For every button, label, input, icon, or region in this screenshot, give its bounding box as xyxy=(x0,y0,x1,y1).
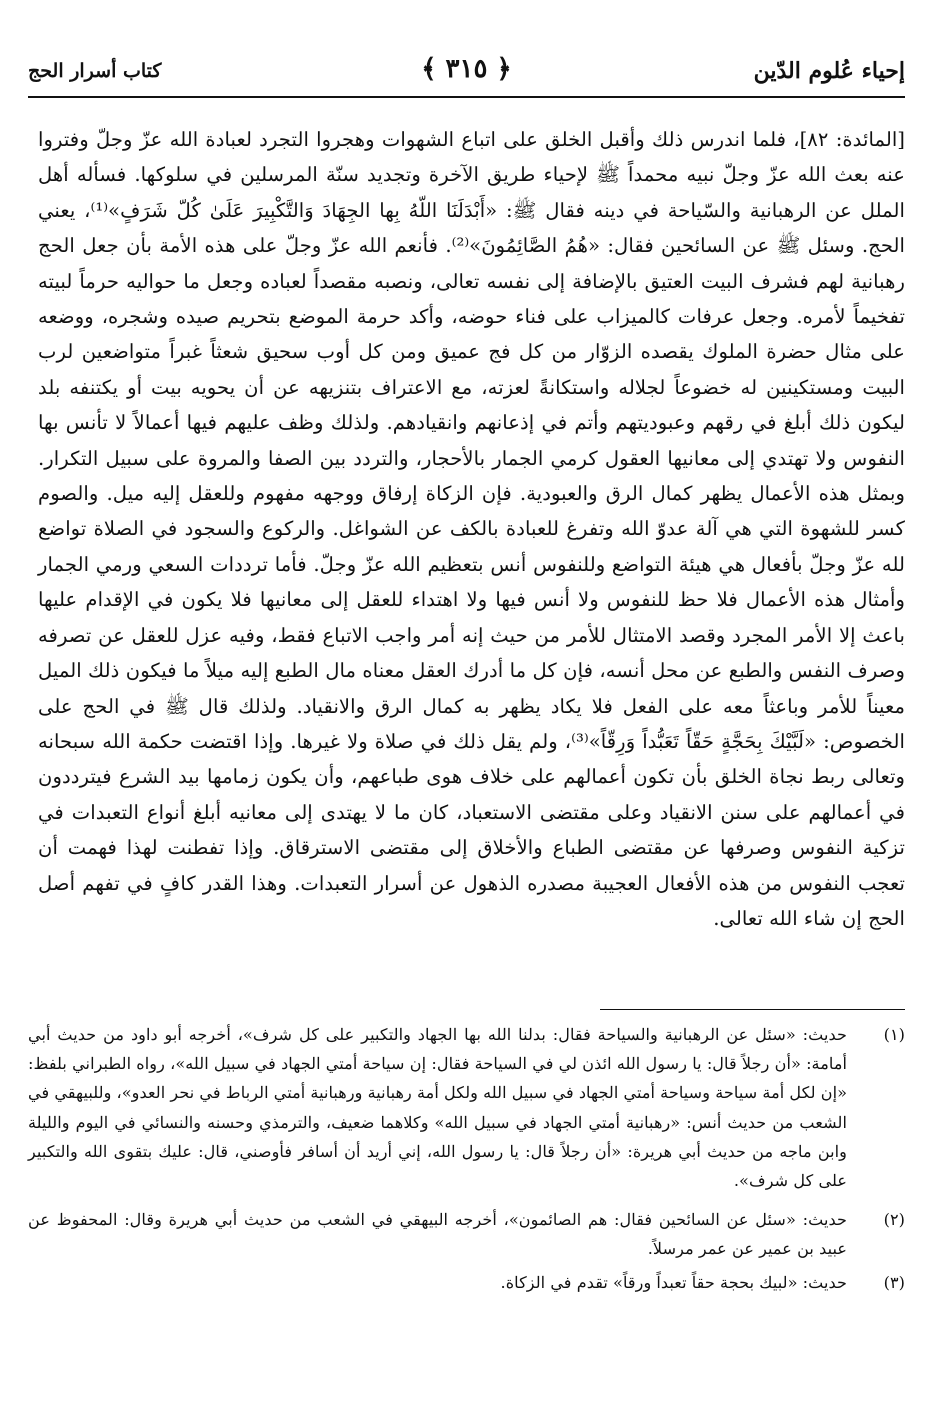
section-title: كتاب أسرار الحج xyxy=(28,60,162,82)
footnote-1 xyxy=(28,1020,905,1195)
main-text xyxy=(38,122,905,936)
footnote-number: (٣) xyxy=(883,1272,905,1292)
footnote-number: (١) xyxy=(883,1025,905,1044)
footnote-text: حديث: «سئل عن السائحين فقال: هم الصائمون»، أخرجه البيهقي في الشعب من حديث أبي هريرة وقال: المحفوظ عن عبيد بن عمير عن عمر مرسلاً. xyxy=(28,1210,847,1259)
book-title: إحياء عُلوم الدّين xyxy=(753,58,905,84)
header-divider xyxy=(28,96,905,98)
footnote-number: (٢) xyxy=(883,1210,905,1230)
footnote-2 xyxy=(28,1205,905,1263)
footnotes xyxy=(28,1020,905,1297)
footnote-text: حديث: «سئل عن الرهبانية والسياحة فقال: بدلنا الله بها الجهاد والتكبير على كل شرف»، أخرجه أبو داود من حديث أبي أمامة: «أن رجلاً قال: يا رسول الله ائذن لي في السياحة فقال: إن سياحة أمتي الجهاد في سبيل الله»، رواه الطبراني بلفظ: «إن لكل أمة سياحة وسياحة أمتي الجهاد في سبيل الله ولكل أمة رهبانية ورهبانية أمتي الرباط في نحر العدو»، وللبيهقي في الشعب من حديث أنس: «رهبانية أمتي الجهاد في سبيل الله» وكلاهما ضعيف، والترمذي وحسنه والنسائي في اليوم والليلة وابن ماجه من حديث أبي هريرة: «أن رجلاً قال: يا رسول الله، إني أريد أن أسافر فأوصني، قال: عليك بتقوى الله والتكبير على كل شرف». xyxy=(28,1025,847,1191)
page-number: ﴿ ٣١٥ ﴾ xyxy=(421,54,512,84)
main-paragraph: [المائدة: ٨٢]، فلما اندرس ذلك وأقبل الخلق على اتباع الشهوات وهجروا التجرد لعبادة الله عزّ وجلّ وفتروا عنه بعث الله عزّ وجلّ نبيه محمداً ﷺ لإحياء طريق الآخرة وتجديد سنّة المرسلين في سلوكها. فسأله أهل الملل عن الرهبانية والسّياحة في دينه فقال ﷺ: «أَبْدَلَنَا اللّهُ بِها الجِهَادَ وَالتَّكْبِيرَ عَلَىٰ كُلّ شَرَفٍ»⁽¹⁾، يعني الحج. وسئل ﷺ عن السائحين فقال: «هُمُ الصَّائِمُونَ»⁽²⁾. فأنعم الله عزّ وجلّ على هذه الأمة بأن جعل الحج رهبانية لهم فشرف البيت العتيق بالإضافة إلى نفسه تعالى، ونصبه مقصداً لعباده وجعل ما حواليه حرماً لبيته تفخيماً لأمره. وجعل عرفات كالميزاب على فناء حوضه، وأكد حرمة الموضع بتحريم صيده وشجره، ووضعه على مثال حضرة الملوك يقصده الزوّار من كل فج عميق ومن كل أوب سحيق شعثاً غبراً متواضعين لرب البيت ومستكينين له خضوعاً لجلاله واستكانةً لعزته، مع الاعتراف بتنزيهه عن أن يحويه بيت أو يكتنفه بلد ليكون ذلك أبلغ في رقهم وعبوديتهم وأتم في إذعانهم وانقيادهم. ولذلك وظف عليهم فيها أعمالاً لا تأنس بها النفوس ولا تهتدي إلى معانيها العقول كرمي الجمار بالأحجار، والتردد بين الصفا والمروة على سبيل التكرار. وبمثل هذه الأعمال يظهر كمال الرق والعبودية. فإن الزكاة إرفاق ووجهه مفهوم وللعقل إليه ميل. والصوم كسر للشهوة التي هي آلة عدوّ الله وتفرغ للعبادة بالكف عن الشواغل. والركوع والسجود في الصلاة تواضع لله عزّ وجلّ بأفعال هي هيئة التواضع وللنفوس أنس بتعظيم الله عزّ وجلّ. فأما ترددات السعي ورمي الجمار وأمثال هذه الأعمال فلا حظ للنفوس ولا أنس فيها ولا اهتداء للعقل إلى معانيها فلا يكون في الإقدام عليها باعث إلا الأمر المجرد وقصد الامتثال للأمر من حيث إنه أمر واجب الاتباع فقط، وفيه عزل للعقل عن تصرفه وصرف النفس والطبع عن محل أنسه، فإن كل ما أدرك العقل معناه مال الطبع إليه ميلاً ما فيكون ذلك الميل معيناً للأمر وباعثاً معه على الفعل فلا يكاد يظهر به كمال الرق والانقياد. ولذلك قال ﷺ في الحج على الخصوص: «لَبَّيْكَ بِحَجَّةٍ حَقّاً تَعَبُّداً وَرِقّاً»⁽³⁾، ولم يقل ذلك في صلاة ولا غيرها. وإذا اقتضت حكمة الله سبحانه وتعالى ربط نجاة الخلق بأن تكون أعمالهم على خلاف هوى طباعهم، وأن يكون زمامها بيد الشرع فيترددون في أعمالهم على سنن الانقياد وعلى مقتضى الاستعباد، كان ما لا يهتدى إلى معانيه أبلغ أنواع التعبدات في تزكية النفوس وصرفها عن مقتضى الطباع والأخلاق إلى مقتضى الاسترقاق. وإذا تفطنت لهذا فهمت أن تعجب النفوس من هذه الأفعال العجيبة مصدره الذهول عن أسرار التعبدات. وهذا القدر كافٍ في تفهم أصل الحج إن شاء الله تعالى. xyxy=(38,128,905,930)
footnote-3 xyxy=(28,1268,905,1297)
footnote-divider xyxy=(600,1009,905,1010)
footnote-text: حديث: «لبيك بحجة حقاً تعبداً ورقاً» تقدم في الزكاة. xyxy=(500,1272,847,1292)
page-header xyxy=(28,54,905,98)
